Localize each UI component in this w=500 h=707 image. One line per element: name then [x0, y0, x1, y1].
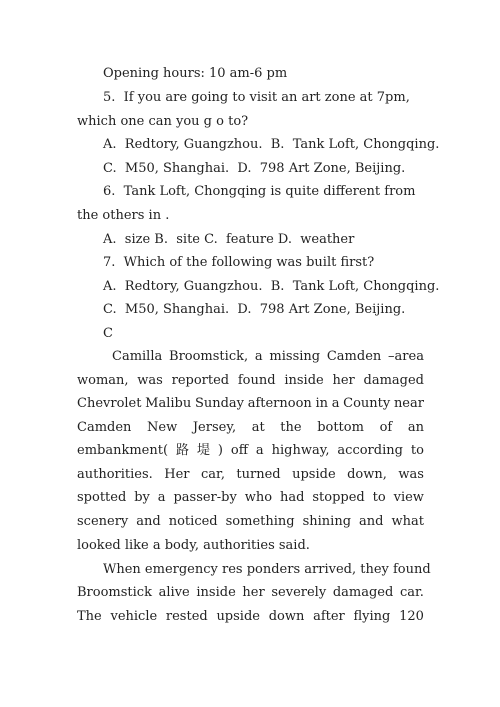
passage-line: [77, 490, 424, 506]
passage-word: to: [410, 443, 424, 458]
section-label: C: [103, 326, 113, 341]
passage-line: [77, 609, 424, 625]
passage-word: an: [407, 420, 424, 435]
passage-word: Sunday: [194, 396, 245, 411]
passage-word: embankment(: [77, 443, 169, 458]
passage-word: severely: [271, 585, 327, 600]
passage-line: [77, 514, 424, 530]
passage-word: found: [237, 373, 276, 388]
passage-word: according: [337, 443, 403, 458]
passage-word: a: [157, 490, 166, 505]
passage-line: [77, 443, 424, 459]
passage-word: upside: [292, 467, 336, 482]
passage-word: near: [393, 396, 424, 411]
passage-word: had: [279, 490, 305, 505]
passage-word: and: [136, 514, 161, 529]
passage-line: [77, 585, 424, 601]
passage-word: afternoon: [247, 396, 312, 411]
passage-word: –area: [388, 349, 424, 364]
passage-word: Her: [164, 467, 190, 482]
passage-word: after: [313, 609, 345, 624]
q7-stem: 7. Which of the following was built first?: [103, 255, 375, 270]
passage-word: turned: [236, 467, 281, 482]
passage-word: upside: [216, 609, 260, 624]
passage-word: at: [251, 420, 265, 435]
passage-word: Broomstick: [77, 585, 152, 600]
passage-word: ): [217, 443, 223, 458]
passage-word: a: [331, 396, 340, 411]
passage-word: spotted: [77, 490, 127, 505]
passage-word: something: [225, 514, 295, 529]
passage-line: [77, 467, 424, 483]
passage-word: car.: [399, 585, 424, 600]
passage-word: New: [147, 420, 178, 435]
passage-word: 路: [175, 443, 189, 458]
passage-word: a: [254, 349, 263, 364]
passage-word: flying: [353, 609, 391, 624]
passage-word: Camden: [326, 349, 382, 364]
passage-word: down: [268, 609, 305, 624]
passage-word: what: [391, 514, 424, 529]
q7-options-line1: A. Redtory, Guangzhou. B. Tank Loft, Chongqing.: [103, 279, 440, 294]
passage-word: by: [134, 490, 150, 505]
passage-word: Camilla: [112, 349, 163, 364]
passage-word: vehicle: [110, 609, 158, 624]
passage-word: Jersey,: [192, 420, 237, 435]
passage-word: who: [244, 490, 273, 505]
passage-word: of: [379, 420, 393, 435]
passage-word: woman,: [77, 373, 129, 388]
q6-options: A. size B. site C. feature D. weather: [103, 232, 355, 247]
passage-word: damaged: [332, 585, 394, 600]
passage-word: car,: [201, 467, 225, 482]
passage-word: Camden: [77, 420, 132, 435]
q5-options-line2: C. M50, Shanghai. D. 798 Art Zone, Beijing.: [103, 161, 406, 176]
passage-word: noticed: [168, 514, 218, 529]
passage-word: a: [255, 443, 264, 458]
q6-stem-line1: 6. Tank Loft, Chongqing is quite different from: [103, 184, 416, 199]
q6-stem-line2: the others in .: [77, 208, 170, 223]
passage-word: to: [372, 490, 386, 505]
passage-word: rested: [165, 609, 208, 624]
q7-options-line2: C. M50, Shanghai. D. 798 Art Zone, Beijing.: [103, 302, 406, 317]
passage-word: Malibu: [145, 396, 192, 411]
passage-word: and: [359, 514, 384, 529]
opening-hours: Opening hours: 10 am-6 pm: [103, 66, 288, 81]
passage-line-last: looked like a body, authorities said.: [77, 538, 310, 553]
q5-stem-line2: which one can you g o to?: [77, 114, 249, 129]
passage-word: the: [280, 420, 302, 435]
passage-word: 120: [399, 609, 424, 624]
passage-word: was: [398, 467, 424, 482]
passage-line: [112, 349, 424, 365]
passage-word: missing: [269, 349, 321, 364]
passage-word: scenery: [77, 514, 129, 529]
passage-word: alive: [158, 585, 190, 600]
passage-word: her: [242, 585, 265, 600]
passage-word: inside: [196, 585, 236, 600]
passage-word: County: [343, 396, 391, 411]
passage-word: inside: [284, 373, 324, 388]
passage-word: The: [77, 609, 102, 624]
passage-word: 堤: [196, 443, 210, 458]
q5-options-line1: A. Redtory, Guangzhou. B. Tank Loft, Chongqing.: [103, 137, 440, 152]
passage-word: was: [137, 373, 163, 388]
passage-word: reported: [171, 373, 230, 388]
passage-word: shining: [302, 514, 352, 529]
passage-word: her: [332, 373, 355, 388]
passage-line: [77, 373, 424, 389]
passage-word: Chevrolet: [77, 396, 142, 411]
passage-line: [77, 420, 424, 436]
passage-word: highway,: [271, 443, 330, 458]
passage-word: bottom: [317, 420, 364, 435]
passage-word: damaged: [363, 373, 424, 388]
passage-word: passer-by: [173, 490, 237, 505]
passage-word: in: [315, 396, 329, 411]
passage-word: off: [230, 443, 248, 458]
passage-word: view: [393, 490, 424, 505]
passage-word: stopped: [312, 490, 365, 505]
passage-word: authorities.: [77, 467, 153, 482]
passage-line: [77, 396, 424, 412]
q5-stem-line1: 5. If you are going to visit an art zone at 7pm,: [103, 90, 410, 105]
passage-word: Broomstick,: [169, 349, 249, 364]
passage-word: down,: [347, 467, 387, 482]
passage-p2-first: When emergency res ponders arrived, they found: [103, 562, 431, 577]
